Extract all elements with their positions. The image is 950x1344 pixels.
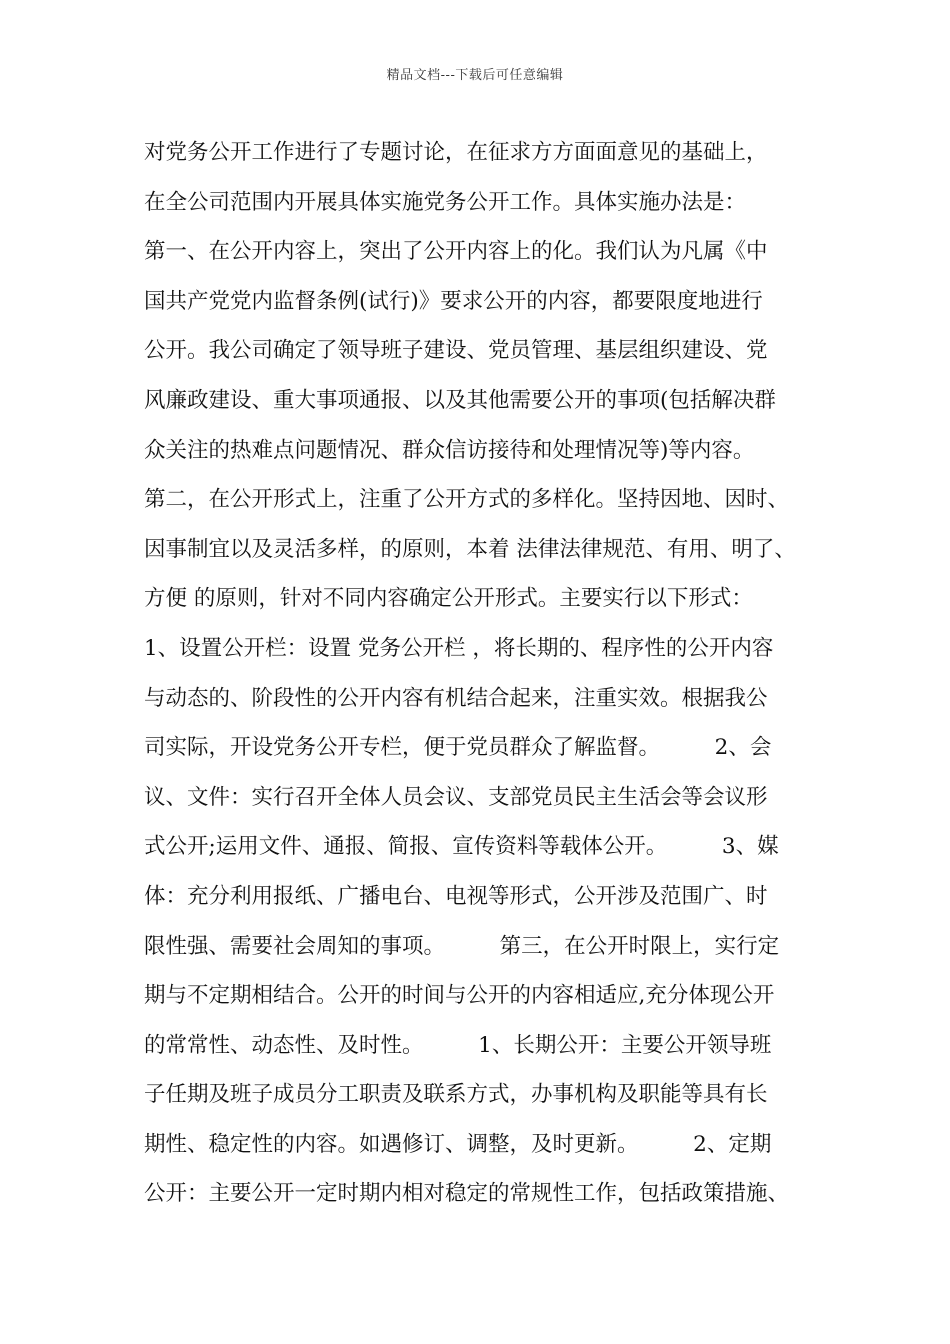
text-line: 风廉政建设、重大事项通报、以及其他需要公开的事项(包括解决群 (144, 387, 776, 413)
text-line: 子任期及班子成员分工职责及联系方式，办事机构及职能等具有长 (144, 1082, 768, 1108)
text-line: 体：充分利用报纸、广播电台、电视等形式，公开涉及范围广、时 (144, 883, 768, 909)
text-line: 与动态的、阶段性的公开内容有机结合起来，注重实效。根据我公 (144, 685, 768, 711)
text-line: 式公开;运用文件、通报、简报、宣传资料等载体公开。 3、媒 (144, 834, 779, 860)
text-line: 期与不定期相结合。公开的时间与公开的内容相适应,充分体现公开 (144, 983, 775, 1009)
document-body (144, 128, 834, 1219)
text-line: 限性强、需要社会周知的事项。 第三，在公开时限上，实行定 (144, 933, 780, 959)
text-line: 对党务公开工作进行了专题讨论，在征求方方面面意见的基础上， (144, 140, 768, 165)
text-line: 方便 的原则，针对不同内容确定公开形式。主要实行以下形式： (144, 586, 753, 612)
text-line: 公开。我公司确定了领导班子建设、党员管理、基层组织建设、党 (144, 338, 768, 364)
text-line: 公开：主要公开一定时期内相对稳定的常规性工作，包括政策措施、 (144, 1181, 790, 1207)
text-line: 议、文件：实行召开全体人员会议、支部党员民主生活会等会议形 (144, 784, 768, 810)
text-line: 在全公司范围内开展具体实施党务公开工作。具体实施办法是： (144, 189, 747, 215)
text-line: 司实际，开设党务公开专栏，便于党员群众了解监督。 2、会 (144, 735, 772, 761)
text-line: 的常常性、动态性、及时性。 1、长期公开：主要公开领导班 (144, 1032, 772, 1058)
text-line: 第一、在公开内容上，突出了公开内容上的化。我们认为凡属《中 (144, 239, 768, 265)
text-line: 因事制宜以及灵活多样，的原则，本着 法律法律规范、有用、明了、 (144, 536, 796, 562)
text-line: 众关注的热难点问题情况、群众信访接待和处理情况等)等内容。 (144, 437, 755, 463)
text-line: 国共产党党内监督条例(试行)》要求公开的内容，都要限度地进行 (144, 288, 763, 314)
text-line: 期性、稳定性的内容。如遇修订、调整，及时更新。 2、定期 (144, 1131, 772, 1157)
page-header: 精品文档---下载后可任意编辑 (386, 68, 564, 83)
text-line: 第二，在公开形式上，注重了公开方式的多样化。坚持因地、因时、 (144, 487, 790, 513)
text-line: 1、设置公开栏：设置 党务公开栏 ，将长期的、程序性的公开内容 (144, 635, 774, 661)
